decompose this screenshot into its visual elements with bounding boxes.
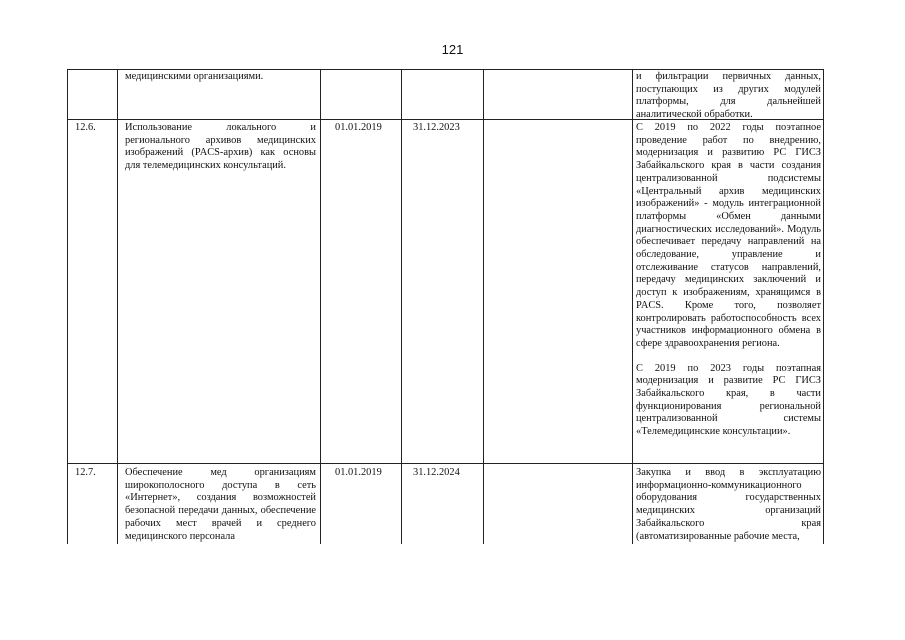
table-cell-result — [636, 71, 821, 122]
row-divider — [67, 463, 824, 464]
table-border-right — [823, 69, 824, 544]
page-number: 121 — [441, 42, 464, 57]
table-cell-description: Обеспечение мед организациям широкополосного доступа в сеть «Интернет», создания возможностей безопасной передачи данных, обеспечение рабочих мест врачей и среднего медицинского персонала — [125, 467, 316, 542]
column-divider — [117, 69, 118, 544]
table-cell-description: Использование локального и регионального архивов медицинских изображений (PACS-архив) как основы для телемедицинских консультаций. — [125, 122, 316, 172]
column-divider — [632, 69, 633, 544]
table-cell-end-date: 31.12.2024 — [413, 467, 460, 478]
table-cell-result — [636, 467, 821, 543]
result-paragraph: С 2019 по 2022 годы поэтапное проведение работ по внедрению, модернизация и развитию РС ГИСЗ Забайкальского края в части создания централизованной подсистемы «Центральный архив медицинских изображений» - модуль интеграционной платформы «Обмен данными диагностических исследований». Модуль обеспечивает передачу направлений на обследование, управление и отслеживание статусов направлений, передачу медицинских заключений и доступ к изображениям, хранящимся в PACS. Кроме того, позволяет контролировать работоспособность всех участников информационного обмена в сфере здравоохранения региона. — [636, 122, 821, 349]
table-cell-number: 12.7. — [75, 467, 96, 478]
result-paragraph: С 2019 по 2023 годы поэтапная модернизация и развитие РС ГИСЗ Забайкальского края, в части функционирования региональной централизованной системы «Телемедицинские консультации». — [636, 362, 821, 438]
table-cell-description: медицинскими организациями. — [125, 71, 264, 82]
column-divider — [320, 69, 321, 544]
table-border-top — [67, 69, 824, 70]
activities-table — [67, 69, 824, 544]
result-paragraph: Закупка и ввод в эксплуатацию информационно-коммуникационного оборудования государственных медицинских организаций Забайкальского края (автоматизированные рабочие места, — [636, 467, 821, 542]
column-divider — [483, 69, 484, 544]
result-paragraph: и фильтрации первичных данных, поступающих из других модулей платформы, для дальнейшей аналитической обработки. — [636, 71, 821, 121]
table-cell-number: 12.6. — [75, 122, 96, 133]
table-border-left — [67, 69, 68, 544]
column-divider — [401, 69, 402, 544]
table-cell-start-date: 01.01.2019 — [335, 467, 382, 478]
table-cell-start-date: 01.01.2019 — [335, 122, 382, 133]
table-cell-end-date: 31.12.2023 — [413, 122, 460, 133]
table-cell-result — [636, 122, 821, 439]
